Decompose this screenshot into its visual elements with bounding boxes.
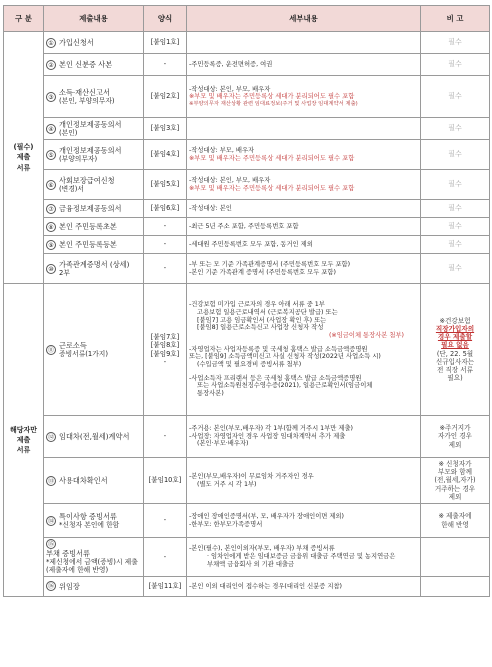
item-name-line: 가입신청서 [59,38,94,47]
item-name-line: 사용대차확인서 [59,476,108,485]
remark-line: 필수 [448,150,462,159]
item-number-badge: ⑩ [46,264,56,274]
form-reference: - [163,60,167,69]
form-reference: - [163,516,167,525]
group-label-line: 해당자만 [9,425,38,434]
item-number-badge: ⑦ [46,204,56,214]
item-name [59,476,108,485]
item-cell [44,140,144,170]
item-name-line: 본인 신분증 사본 [59,60,113,69]
detail-line: -주민등록증, 운전면허증, 여권 [189,60,273,68]
table-row [4,576,490,596]
remark-cell [421,76,490,118]
detail-line: ※부모 및 배우자는 주민등록상 세대가 분리되어도 필수 포함 [189,184,355,192]
form-reference: - [163,432,167,441]
remark-line: 필수 [448,204,462,213]
item-name-line: 특이사항 증빙서류 [59,511,117,521]
header-category: 구 분 [4,6,44,32]
detail-line: -사업장: 자영업자인 경우 사업장 임대차계약서 추가 제출 [189,432,346,440]
item-name [59,222,117,231]
detail-line: 또는 사업소득원천징수영수증(2021), 일용근로확인서(임금이체 [197,382,373,390]
table-row [4,284,490,416]
detail-cell [187,32,421,54]
remark-line: 필수 [448,180,462,189]
detail-cell [187,170,421,200]
form-reference: [붙임8호] [150,341,180,350]
item-number-badge: ③ [46,92,56,102]
form-reference: - [163,240,167,249]
item-number-badge: ⑪ [47,346,54,354]
table-row [4,76,490,118]
table-row [4,32,490,54]
item-number-badge: ⑤ [46,150,56,160]
remark-cell [421,416,490,458]
detail-line: -자영업자는 사업자등록증 및 국세청 홈택스 발급 소득금액증명원 [189,345,368,353]
form-reference: [붙임6호] [150,204,180,213]
table-header-row [4,6,490,32]
item-name-line: 본인 주민등록등본 [59,240,117,249]
form-cell [144,32,187,54]
group-label-line: 제출 [16,153,31,162]
item-name-line: (본인, 부양의무자) [59,96,115,105]
detail-cell [187,458,421,504]
remark-cell [421,200,490,218]
item-cell [44,416,144,458]
table-row [4,236,490,254]
form-reference: [붙임5호] [150,180,180,189]
form-cell [144,140,187,170]
detail-line: -본인 기준 가족관계 증명서 (주민등록번호 모두 포함) [189,268,336,276]
detail-line: -부 또는 모 기준 가족관계증명서 (주민등록번호 모두 포함) [189,260,351,268]
remark-line: ※ 제출자에 [438,512,472,521]
item-name [59,512,119,529]
item-number-badge: ② [46,60,56,70]
remark-line: 전 직장 서류 [436,365,474,374]
form-cell [144,458,187,504]
item-number-badge: ⑧ [46,222,56,232]
table-row [4,538,490,577]
detail-line: -본인(필수), 본인이외자(부모, 배우자) 부채 증빙서류 [189,545,335,553]
remark-line: 필수 [448,92,462,101]
item-cell [44,236,144,254]
remark-line: ※ 신청자가 [438,459,472,468]
detail-line: · 임차인에게 받은 임대보증금 금융위 대출금 주택연금 및 농지연금은 [207,553,396,561]
item-cell [44,54,144,76]
table-row [4,218,490,236]
item-name [59,176,115,193]
item-name-line: 개인정보제공동의서 [59,145,122,155]
remark-line: 경우 제출할 [437,333,473,342]
detail-line: -작성대상: 부모, 배우자 [189,146,255,154]
table-row [4,118,490,140]
detail-line: -본인 이외 대리인이 접수하는 경우(대리인 신분증 지참) [189,582,343,590]
remark-line: 부모와 함께 [438,468,472,477]
item-cell [44,200,144,218]
detail-line: 통장사본) [197,390,224,398]
detail-line: ※부모 및 배우자는 주민등록상 세대가 분리되어도 필수 포함 [189,154,355,162]
item-cell [44,284,144,416]
detail-cell [187,538,421,577]
form-reference: [붙임4호] [150,150,180,159]
remark-cell [421,32,490,54]
form-reference: [붙임1호] [150,38,180,47]
group-label-line: 서류 [16,163,31,172]
required-group-cell [4,32,44,284]
item-name [59,260,129,277]
item-name-line: 개인정보제공동의서 [59,119,122,129]
form-cell [144,170,187,200]
item-name-line: 근로소득 [59,340,87,350]
detail-cell [187,200,421,218]
detail-cell [187,504,421,538]
remark-line: (단, 22. 5월 [436,349,474,358]
remark-line: 신규입사자는 [435,357,475,366]
item-name [46,549,138,575]
item-name-line: 임대차(전,월세)계약서 [59,432,130,441]
item-name [59,240,117,249]
item-name [59,204,122,213]
item-name-line: *신청자 본인에 한함 [59,520,120,529]
detail-line: 고용보험 일용근로내역서 (근로복지공단 발급) 또는 [197,308,338,316]
table-row [4,170,490,200]
item-number-badge: ⑬ [47,477,54,485]
header-form: 양식 [144,6,187,32]
remark-cell [421,458,490,504]
remark-cell [421,118,490,140]
detail-line: -세대원 주민등록번호 모두 포함, 동거인 제외 [189,240,313,248]
form-reference: - [163,264,167,273]
item-name-line: 가족관계증명서 (상세) [59,259,130,269]
item-number-badge: ④ [46,124,56,134]
header-content: 제출내용 [44,6,144,32]
detail-cell [187,140,421,170]
remark-line: 거주하는 경우 [434,484,476,493]
form-reference: [붙임11호] [148,582,182,591]
header-remark: 비 고 [421,6,490,32]
item-name-line: 부채 증빙서류 [46,549,90,558]
detail-line: (별도 거주 시 각 1부) [197,480,257,488]
form-cell [144,538,187,577]
item-name [59,60,112,69]
item-name-line: 2부 [59,268,70,277]
item-name-line: (부양의무자) [59,154,98,163]
remark-line: ※건강보험 [439,316,471,325]
detail-cell [187,54,421,76]
item-cell [44,538,144,577]
group-label-line: 서류 [16,446,31,455]
item-cell [44,118,144,140]
item-name [59,146,122,163]
remark-line: 필수 [448,124,462,133]
item-name-line: (변경)서 [59,184,85,193]
detail-line: -한부모: 한부모가족증명서 [189,520,263,528]
detail-line: [붙임7] 고용 임금확인서 (사업장 확인 후) 또는 [197,316,327,324]
item-cell [44,32,144,54]
item-name [59,120,122,137]
form-cell [144,254,187,284]
table-row [4,254,490,284]
detail-cell [187,218,421,236]
detail-cell [187,236,421,254]
remark-line: 필수 [448,38,462,47]
detail-line: ※부양의무자 재산상황 관련 임대료정보(주거 및 사업장 임대계약서 제출) [189,100,358,107]
remark-cell [421,140,490,170]
detail-line: -사업소득자 프리랜서 등은 국세청 홈택스 발급 소득금액증명원 [189,374,362,382]
item-name-line: 소득·재산신고서 [59,87,110,97]
form-reference: [붙임9호] [150,349,180,358]
item-number-badge: ⑯ [47,583,54,591]
header-detail: 세부내용 [187,6,421,32]
item-cell [44,458,144,504]
detail-line: 또는, [붙임9] 소득금액미신고 사실 신청자 작성(2022년 사업소득 시) [189,353,381,361]
item-name [59,88,115,105]
item-name [59,432,129,441]
form-cell [144,200,187,218]
group-label-line: (필수) [13,143,34,152]
form-reference: - [163,222,167,231]
item-cell [44,170,144,200]
detail-cell [187,118,421,140]
item-name [59,341,108,358]
group-label-line: 제출 [16,435,31,444]
item-name-line: 증빙서류(1가지) [59,349,109,358]
remark-cell [421,538,490,577]
detail-line: -작성대상: 본인, 부모, 배우자 [189,176,271,184]
remark-cell [421,284,490,416]
form-reference: [붙임10호] [148,476,182,485]
detail-cell [187,254,421,284]
submission-documents-table [3,5,490,597]
detail-line: -작성대상: 본인 [189,204,232,212]
remark-line: (전,월세,자가) [434,476,476,485]
table-row [4,54,490,76]
detail-line: -본인(부모,배우자)이 무료임차 거주자인 경우 [189,472,314,480]
form-cell [144,76,187,118]
remark-line: 필수 [448,60,462,69]
detail-cell [187,576,421,596]
item-cell [44,76,144,118]
table-row [4,140,490,170]
form-reference: [붙임2호] [150,92,180,101]
remark-line: 자가인 경우 [438,432,472,441]
form-cell [144,218,187,236]
form-cell [144,118,187,140]
detail-cell [187,284,421,416]
detail-cell [187,416,421,458]
form-cell [144,576,187,596]
item-name-line: 사회보장급여신청 [59,175,115,185]
detail-cell [187,76,421,118]
detail-line: -작성대상: 본인, 부모, 배우자 [189,85,271,93]
item-name-line: (제출자에 한해 반영) [46,566,109,575]
remark-line: 필수 [448,222,462,231]
remark-cell [421,254,490,284]
item-cell [44,504,144,538]
item-name-line: 위임장 [59,581,80,591]
form-reference: [붙임3호] [150,124,180,133]
remark-cell [421,170,490,200]
form-cell [144,284,187,416]
remark-cell [421,576,490,596]
form-cell [144,236,187,254]
item-number-badge: ⑥ [46,180,56,190]
remark-line: 필수 [448,264,462,273]
detail-line: ※부모 및 배우자는 주민등록상 세대가 분리되어도 필수 포함 [189,93,355,101]
remark-cell [421,54,490,76]
form-cell [144,504,187,538]
remark-cell [421,218,490,236]
table-row [4,200,490,218]
item-name [59,38,94,47]
item-name [59,582,80,591]
item-name-line: 금융정보제공동의서 [59,204,122,213]
detail-line: -장애인 장애인증명서(부, 모, 배우자가 장애인이면 제외) [189,512,345,520]
table-row [4,458,490,504]
item-name-line: (본인) [59,128,78,137]
remark-line: 필요 없음 [441,341,469,350]
form-reference: [붙임7호] [150,333,180,342]
item-number-badge: ⑮ [47,541,54,548]
form-cell [144,416,187,458]
remark-line: ※주거지가 [439,424,471,433]
form-cell [144,54,187,76]
detail-line: (본인·부모·배우자) [197,440,249,448]
item-number-badge: ⑫ [47,433,54,441]
table-row [4,416,490,458]
item-number-badge: ① [46,38,56,48]
remark-line: 한해 반영 [441,520,469,529]
item-cell [44,218,144,236]
conditional-group-cell [4,284,44,597]
item-name-line: *제신청에서 금액(증빙)시 제출 [46,558,138,566]
detail-line: [붙임8] 일용근로소득신고 사업장 신청자 작성 [197,324,324,332]
table-row [4,504,490,538]
item-cell [44,576,144,596]
detail-line: (수입금액 및 필요경비 증빙서류 첨부) [197,361,302,368]
remark-line: 직장가입자의 [435,324,475,333]
item-number-badge: ⑭ [47,517,54,525]
item-name-line: 본인 주민등록초본 [59,222,117,231]
item-cell [44,254,144,284]
form-reference: - [163,357,167,366]
remark-line: 필요) [447,374,463,383]
detail-line: -주거용: 본인(부모,배우자) 각 1부(함께 거주시 1부만 제출) [189,424,353,432]
remark-cell [421,504,490,538]
item-number-badge: ⑨ [46,240,56,250]
detail-line: -최근 5년 주소 포함, 주민등록번호 포함 [189,222,299,230]
form-reference: - [163,552,167,561]
remark-cell [421,236,490,254]
remark-line: 제외 [448,492,462,501]
detail-line: 부채액 금융회사 외 기관 대출금 [207,560,295,568]
remark-line: 제외 [448,440,462,449]
detail-line: (※임금이체 통장사본 첨부) [328,331,404,339]
detail-line: -건강보험 미가입 근로자의 경우 아래 서류 중 1부 [189,301,325,309]
remark-line: 필수 [448,240,462,249]
